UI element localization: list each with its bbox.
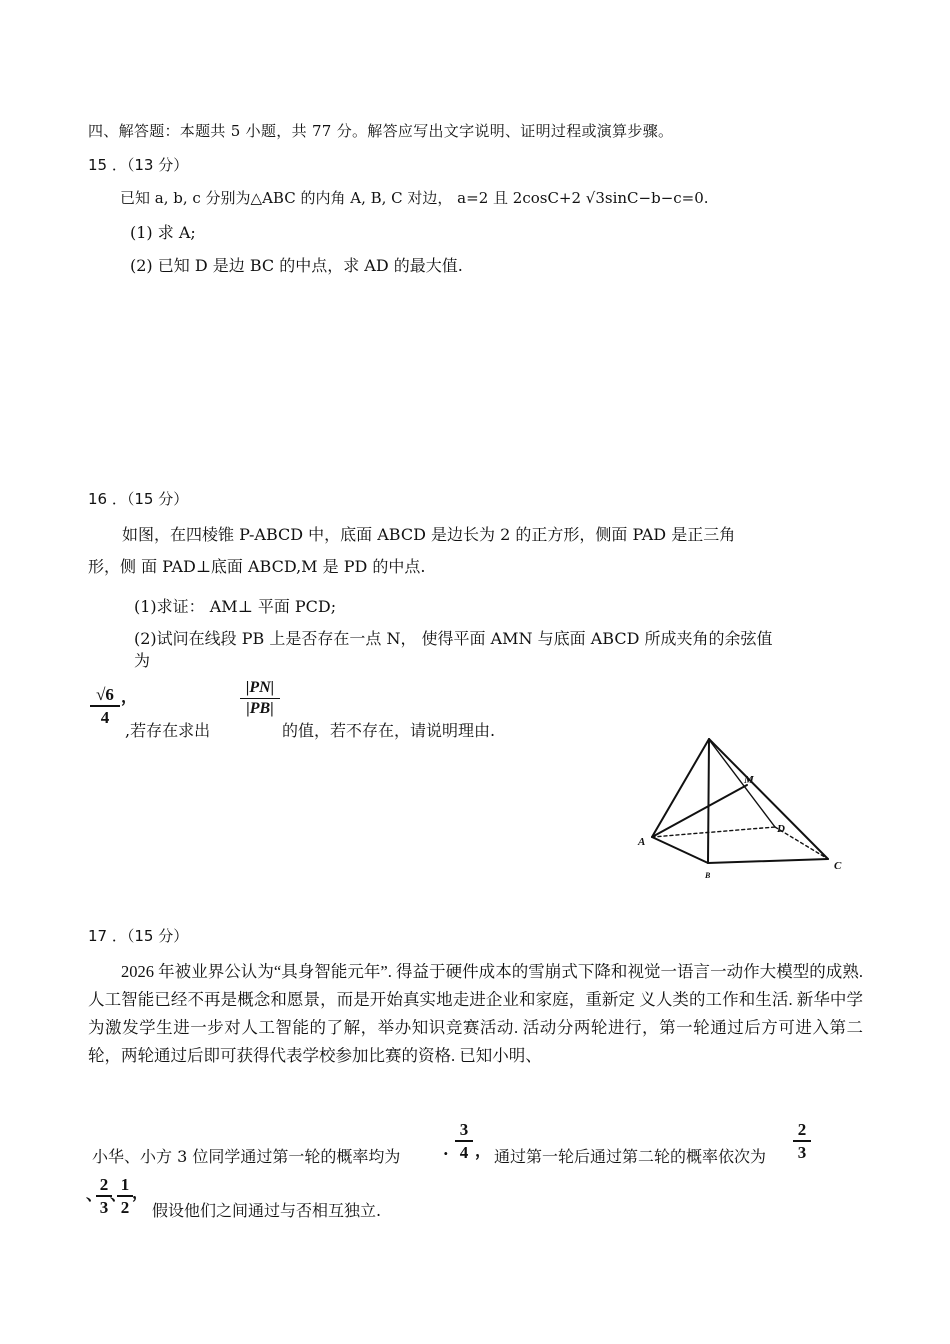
frac-bar	[793, 1140, 811, 1142]
q16-ask-pre: ,若存在求出	[125, 721, 211, 740]
frac-den: 3	[797, 1143, 807, 1162]
q15-heading: 15 ．（13 分）	[88, 156, 189, 174]
q16-cosine-fraction	[90, 686, 120, 726]
q16-comma: ，	[121, 687, 138, 706]
q17-heading: 17 ．（15 分）	[88, 927, 189, 945]
label-M: M	[744, 774, 754, 786]
q16-heading: 16 ．（15 分）	[88, 490, 189, 508]
q17-dot: ·	[443, 1144, 449, 1163]
q16-part1: (1)求证： AM⊥ 平面 PCD;	[134, 597, 337, 616]
pyramid-figure	[630, 735, 850, 880]
frac-num: 2	[99, 1175, 109, 1194]
edge-PB	[708, 739, 709, 863]
edge-PC	[709, 739, 828, 859]
edge-AD	[652, 827, 775, 837]
section-header: 四、解答题：本题共 5 小题，共 77 分。解答应写出文字说明、证明过程或演算步骤。	[88, 122, 674, 140]
frac-num: 1	[120, 1175, 130, 1194]
fraction-denominator: 4	[100, 708, 110, 727]
fraction-bar	[90, 705, 120, 707]
frac-bar	[117, 1195, 133, 1197]
q15-part2: (2) 已知 D 是边 BC 的中点，求 AD 的最大值.	[130, 256, 463, 275]
q15-part1: (1) 求 A;	[130, 223, 196, 242]
fraction-numerator: √6	[96, 685, 114, 704]
q17-paragraph	[88, 958, 863, 1070]
q17-line-prob: 小华、小方 3 位同学通过第一轮的概率均为	[92, 1147, 401, 1166]
frac-den: 4	[459, 1143, 469, 1162]
q17-sep2: 、	[110, 1185, 127, 1204]
q17-frac-2-3-a	[793, 1121, 811, 1161]
edge-PD	[710, 741, 775, 827]
q15-statement: 已知 a, b, c 分别为△ABC 的内角 A, B, C 对边， a=2 且 2cosC+2 √3sinC−b−c=0.	[120, 189, 709, 207]
q16-part2-b: 为	[134, 651, 151, 670]
q17-sep1: 、	[86, 1185, 103, 1204]
ratio-denominator: |PB|	[246, 700, 274, 717]
edge-BC	[708, 859, 828, 863]
q17-frac-1-2	[117, 1176, 133, 1216]
q17-paragraph-text: 2026 年被业界公认为“具身智能元年”. 得益于硬件成本的雪崩式下降和视觉一语言一动作大模型的成熟. 人工智能已经不再是概念和愿景，而是开始真实地走进企业和家庭，重新定 义人类的工作和生活. 新华中学为激发学生进一步对人工智能的了解，举办知识竞赛活动. 活动分两轮进行，第一轮通过后方可进入第二轮，两轮通过后即可获得代表学校参加比赛的资格. 已知小明、	[88, 962, 864, 1065]
frac-den: 3	[99, 1198, 109, 1217]
q16-line2: 形，侧 面 PAD⊥底面 ABCD,M 是 PD 的中点.	[88, 557, 426, 576]
ratio-bar	[240, 698, 280, 699]
q17-mid-text: 通过第一轮后通过第二轮的概率依次为	[494, 1147, 767, 1166]
frac-num: 3	[459, 1120, 469, 1139]
label-D: D	[777, 823, 785, 835]
edge-AB	[652, 837, 708, 863]
q17-sep3: ，	[132, 1183, 149, 1202]
frac-num: 2	[797, 1120, 807, 1139]
q16-part2-a: (2)试问在线段 PB 上是否存在一点 N， 使得平面 AMN 与底面 ABCD 所成夹角的余弦值	[134, 629, 773, 648]
q16-line1: 如图，在四棱锥 P-ABCD 中，底面 ABCD 是边长为 2 的正方形，侧面 PAD 是正三角	[122, 525, 736, 544]
label-B: B	[705, 871, 711, 880]
q17-comma: ，	[475, 1141, 492, 1160]
frac-bar	[455, 1140, 473, 1142]
q17-frac-3-4	[455, 1121, 473, 1161]
q16-ask-post: 的值，若不存在，请说明理由.	[282, 721, 496, 740]
q16-ratio-fraction	[240, 680, 280, 717]
q17-tail: 假设他们之间通过与否相互独立.	[152, 1201, 382, 1220]
label-A: A	[638, 836, 646, 848]
ratio-numerator: |PN|	[245, 679, 275, 696]
frac-den: 2	[120, 1198, 130, 1217]
label-C: C	[834, 860, 842, 872]
